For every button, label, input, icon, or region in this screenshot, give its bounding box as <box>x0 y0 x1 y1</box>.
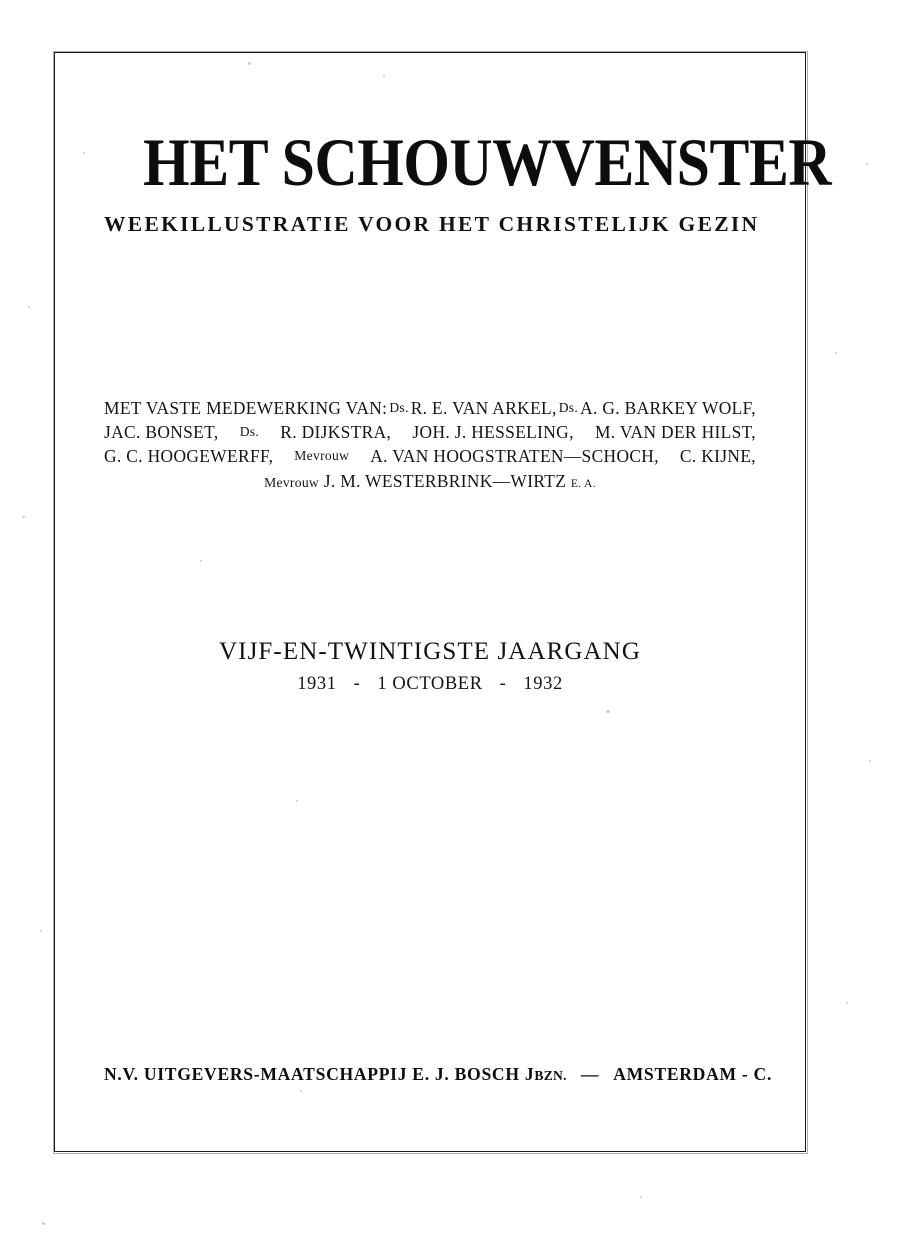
masthead-subtitle: WEEKILLUSTRATIE VOOR HET CHRISTELIJK GEZIN <box>104 212 760 236</box>
contributor-name: A. G. BARKEY WOLF, <box>580 398 756 418</box>
issue-date-line <box>104 674 756 695</box>
contributor-name: C. KIJNE, <box>679 446 756 467</box>
contributors-line <box>104 396 756 420</box>
contributor-name: R. DIJKSTRA, <box>280 422 392 443</box>
contributors-line <box>104 420 756 444</box>
contributors-lead-label: MET VASTE MEDEWERKING VAN: <box>104 398 388 418</box>
contributor-name: M. VAN DER HILST, <box>594 422 756 443</box>
contributors-line <box>104 469 756 496</box>
contributor-name: G. C. HOOGEWERFF, <box>104 446 274 467</box>
volume-block <box>104 638 756 695</box>
date-separator: - <box>499 673 507 694</box>
contributor-name: JAC. BONSET, <box>104 422 219 443</box>
year-start: 1931 <box>297 673 337 694</box>
page-content <box>104 52 832 1152</box>
publisher-name: N.V. UITGEVERS-MAATSCHAPPIJ E. J. BOSCH <box>104 1064 520 1084</box>
contributor-name: A. VAN HOOGSTRATEN—SCHOCH, <box>370 446 659 467</box>
page-title: HET SCHOUWVENSTER <box>143 124 832 200</box>
contributor-name: R. E. VAN ARKEL, <box>410 398 557 418</box>
honorific: Mevrouw <box>294 448 350 464</box>
honorific: Ds. <box>389 400 409 415</box>
imprint-dash: — <box>580 1064 600 1084</box>
publisher-city: AMSTERDAM - C. <box>613 1064 773 1084</box>
honorific: Mevrouw <box>264 474 320 490</box>
contributors-line <box>104 444 756 468</box>
issue-date: 1 OCTOBER <box>377 673 483 694</box>
volume-label: VIJF-EN-TWINTIGSTE JAARGANG <box>218 638 641 665</box>
publisher-suffix: JBZN. <box>524 1064 567 1084</box>
contributor-name: J. M. WESTERBRINK—WIRTZ <box>323 470 567 491</box>
et-alia-label: E. A. <box>570 476 596 490</box>
year-end: 1932 <box>523 673 563 694</box>
masthead <box>104 124 832 236</box>
imprint-line <box>104 1064 773 1085</box>
contributors-block <box>104 396 756 496</box>
contributor-name: JOH. J. HESSELING, <box>412 422 574 443</box>
honorific: Ds. <box>558 400 579 415</box>
date-separator: - <box>353 673 361 694</box>
honorific: Ds. <box>239 424 260 440</box>
